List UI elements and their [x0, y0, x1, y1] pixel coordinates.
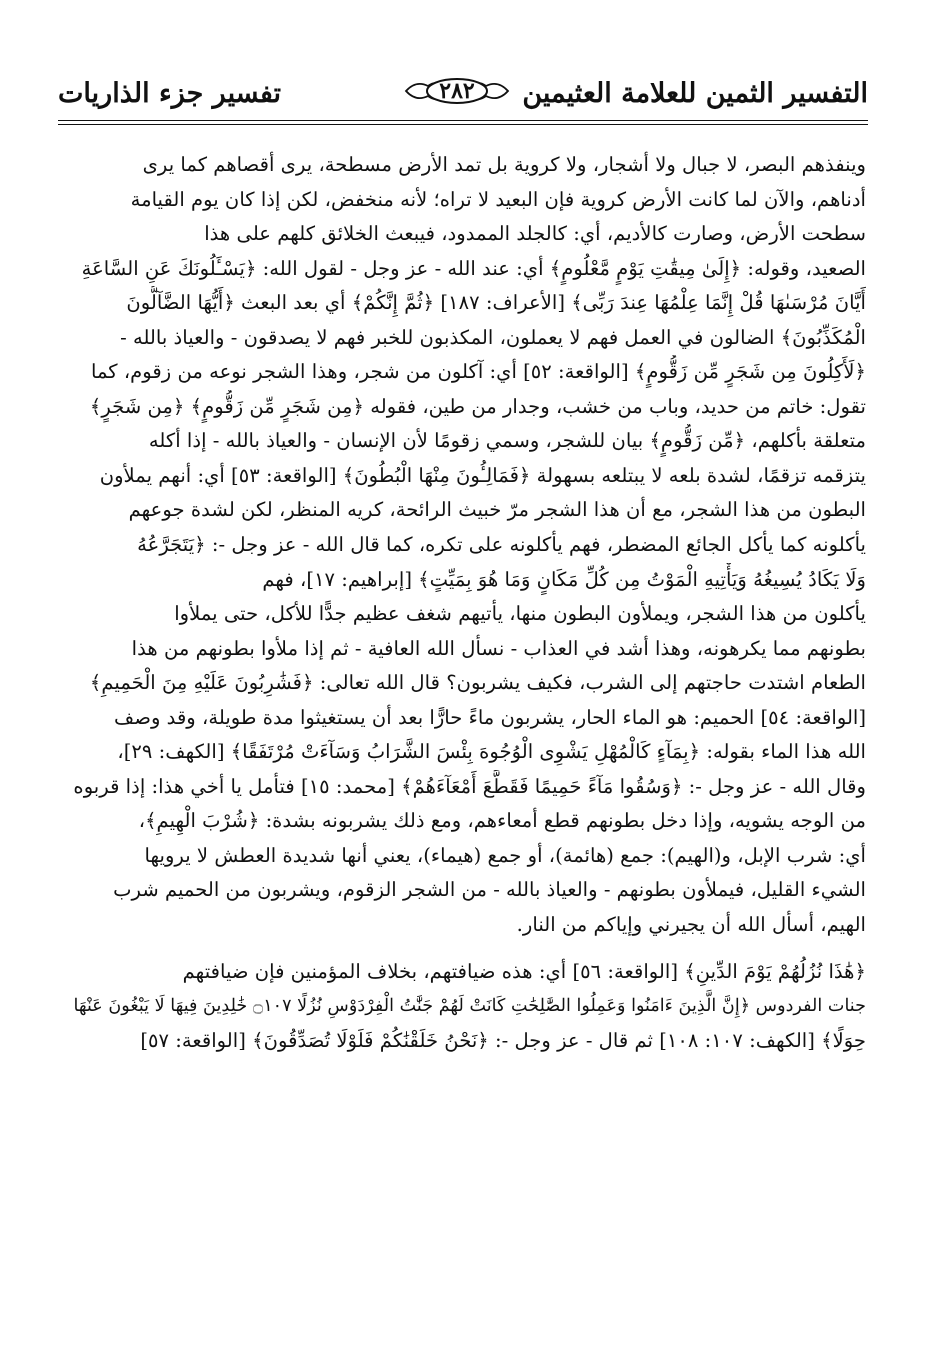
text-line: يأكلون من هذا الشجر، ويملأون البطون منها، يأتيهم شغف عظيم جدًّا للأكل، حتى يملأوا — [174, 602, 866, 626]
text-line: من الوجه يشويه، وإذا دخل بطونهم قطع أمعاءهم، ومع ذلك يشربونه بشدة: ﴿شُرْبَ الْهِيمِ﴾، — [138, 809, 866, 833]
text-line: أي: شرب الإبل، و(الهيم): جمع (هائمة)، أو جمع (هيماء)، يعني أنها شديدة العطش لا يرويها — [144, 843, 866, 867]
text-line: جنات الفردوس ﴿إِنَّ الَّذِينَ ءَامَنُوا وَعَمِلُوا الصَّٰلِحَٰتِ كَانَتْ لَهُمْ جَنَّٰتُ الْفِرْدَوْسِ نُزُلًا ۝١٠٧ خَٰلِدِينَ فِيهَا لَا يَبْغُونَ عَنْهَا — [73, 996, 866, 1017]
page-number-ornament — [402, 76, 512, 106]
header-rule — [58, 120, 868, 121]
text-line: [الواقعة: ٥٤] الحميم: هو الماء الحار، يشربون ماءً حارًّا بعد أن يستغيثوا مدة طويلة، وقد وصف — [114, 705, 866, 729]
text-line: حِوَلًا﴾ [الكهف: ١٠٧: ١٠٨] ثم قال - عز وجل -: ﴿نَحْنُ خَلَقْنَٰكُمْ فَلَوْلَا تُصَدِّقُونَ﴾ [الواقعة: ٥٧] — [140, 1028, 866, 1052]
text-line: سطحت الأرض، وصارت كالأديم، أي: كالجلد الممدود، فيبعث الخلائق كلهم على هذا — [204, 222, 866, 246]
text-line: أدناهم، والآن لما كانت الأرض كروية فإن البعيد لا تراه؛ لأنه منخفض، لكن إذا كان يوم القيامة — [130, 187, 866, 211]
text-line: تقول: خاتم من حديد، وباب من خشب، وجدار من طين، فقوله ﴿مِن شَجَرٍ مِّن زَقُّومٍ﴾ ﴿مِن شَجَرٍ﴾ — [89, 394, 866, 418]
text-line: البطون من هذا الشجر، مع أن هذا الشجر مرّ خبيث الرائحة، كريه المنظر، لكن لشدة جوعهم — [128, 498, 866, 522]
text-line: الْمُكَذِّبُونَ﴾ الضالون في العمل فهم لا يعملون، المكذبون للخبر فهم لا يصدقون - والعياذ بالله - — [120, 325, 866, 349]
text-line: وينفذهم البصر، لا جبال ولا أشجار، ولا كروية بل تمد الأرض مسطحة، يرى أقصاهم كما يرى — [142, 153, 866, 176]
text-line: وَلَا يَكَادُ يُسِيغُهُ وَيَأْتِيهِ الْمَوْتُ مِن كُلِّ مَكَانٍ وَمَا هُوَ بِمَيِّتٍ﴾ [إبراهيم: ١٧]، فهم — [262, 567, 866, 591]
text-line: الله هذا الماء بقوله: ﴿بِمَآءٍ كَالْمُهْلِ يَشْوِى الْوُجُوهَ بِئْسَ الشَّرَابُ وَسَآءَتْ مُرْتَفَقًا﴾ [الكهف: ٢٩]، — [117, 740, 866, 764]
main-text — [62, 148, 866, 1058]
text-line: الشيء القليل، فيملأون بطونهم - والعياذ بالله - من الشجر الزقوم، ويشربون من الحميم شرب — [113, 878, 866, 902]
text-line: وقال الله - عز وجل -: ﴿وَسُقُوا مَآءً حَمِيمًا فَقَطَّعَ أَمْعَآءَهُمْ﴾ [محمد: ١٥] فتأمل يا أخي هذا: إذا قربوه — [73, 774, 866, 798]
text-line: ﴿هَٰذَا نُزُلُهُمْ يَوْمَ الدِّينِ﴾ [الواقعة: ٥٦] أي: هذه ضيافتهم، بخلاف المؤمنين فإن ضيافتهم — [182, 959, 866, 983]
text-line: متعلقة بأكلهم، ﴿مِّن زَقُّومٍ﴾ بيان للشجر، وسمي زقومًا لأن الإنسان - والعياذ بالله - إذا أكله — [148, 429, 866, 453]
paragraph-gap — [62, 943, 866, 955]
text-line: الطعام اشتدت حاجتهم إلى الشرب، فكيف يشربون؟ قال الله تعالى: ﴿فَشَٰرِبُونَ عَلَيْهِ مِنَ الْحَمِيمِ﴾ — [89, 671, 866, 695]
text-line: أَيَّانَ مُرْسَىٰهَا قُلْ إِنَّمَا عِلْمُهَا عِندَ رَبِّى﴾ [الأعراف: ١٨٧] ﴿ثُمَّ إِنَّكُمْ﴾ أي بعد البعث ﴿أَيُّهَا الضَّآلُّونَ — [126, 291, 866, 315]
paragraph-1 — [62, 148, 866, 943]
paragraph-2 — [62, 955, 866, 1059]
book-title: التفسير الثمين للعلامة العثيمين — [522, 78, 868, 109]
text-line: ﴿لَأَكِلُونَ مِن شَجَرٍ مِّن زَقُّومٍ﴾ [الواقعة: ٥٢] أي: آكلون من شجر، وهذا الشجر نوعه من زقوم، كما — [90, 360, 866, 384]
text-line: يأكلونه كما يأكل الجائع المضطر، فهم يأكلونه على تكره، كما قال الله - عز وجل -: ﴿يَتَجَرَّعُهُ — [137, 533, 866, 557]
section-title: تفسير جزء الذاريات — [58, 78, 281, 109]
header-rule — [58, 124, 868, 125]
page-header — [58, 70, 868, 132]
page-number: ٢٨٢ — [439, 78, 475, 104]
text-line: بطونهم مما يكرهونه، وهذا أشد في العذاب - نسأل الله العافية - ثم إذا ملأوا بطونهم من هذا — [131, 636, 866, 660]
text-line: يتزقمه تزقمًا، لشدة بلعه لا يبتلعه بسهولة ﴿فَمَالِـُٔونَ مِنْهَا الْبُطُونَ﴾ [الواقعة: ٥٣] أي: أنهم يملأون — [99, 463, 866, 487]
text-line: الصعيد، وقوله: ﴿إِلَىٰ مِيقَٰتِ يَوْمٍ مَّعْلُومٍ﴾ أي: عند الله - عز وجل - لقول الله: ﴿يَسْـَٔلُونَكَ عَنِ السَّاعَةِ — [81, 256, 866, 280]
text-line: الهيم، أسأل الله أن يجيرني وإياكم من النار. — [516, 913, 866, 937]
